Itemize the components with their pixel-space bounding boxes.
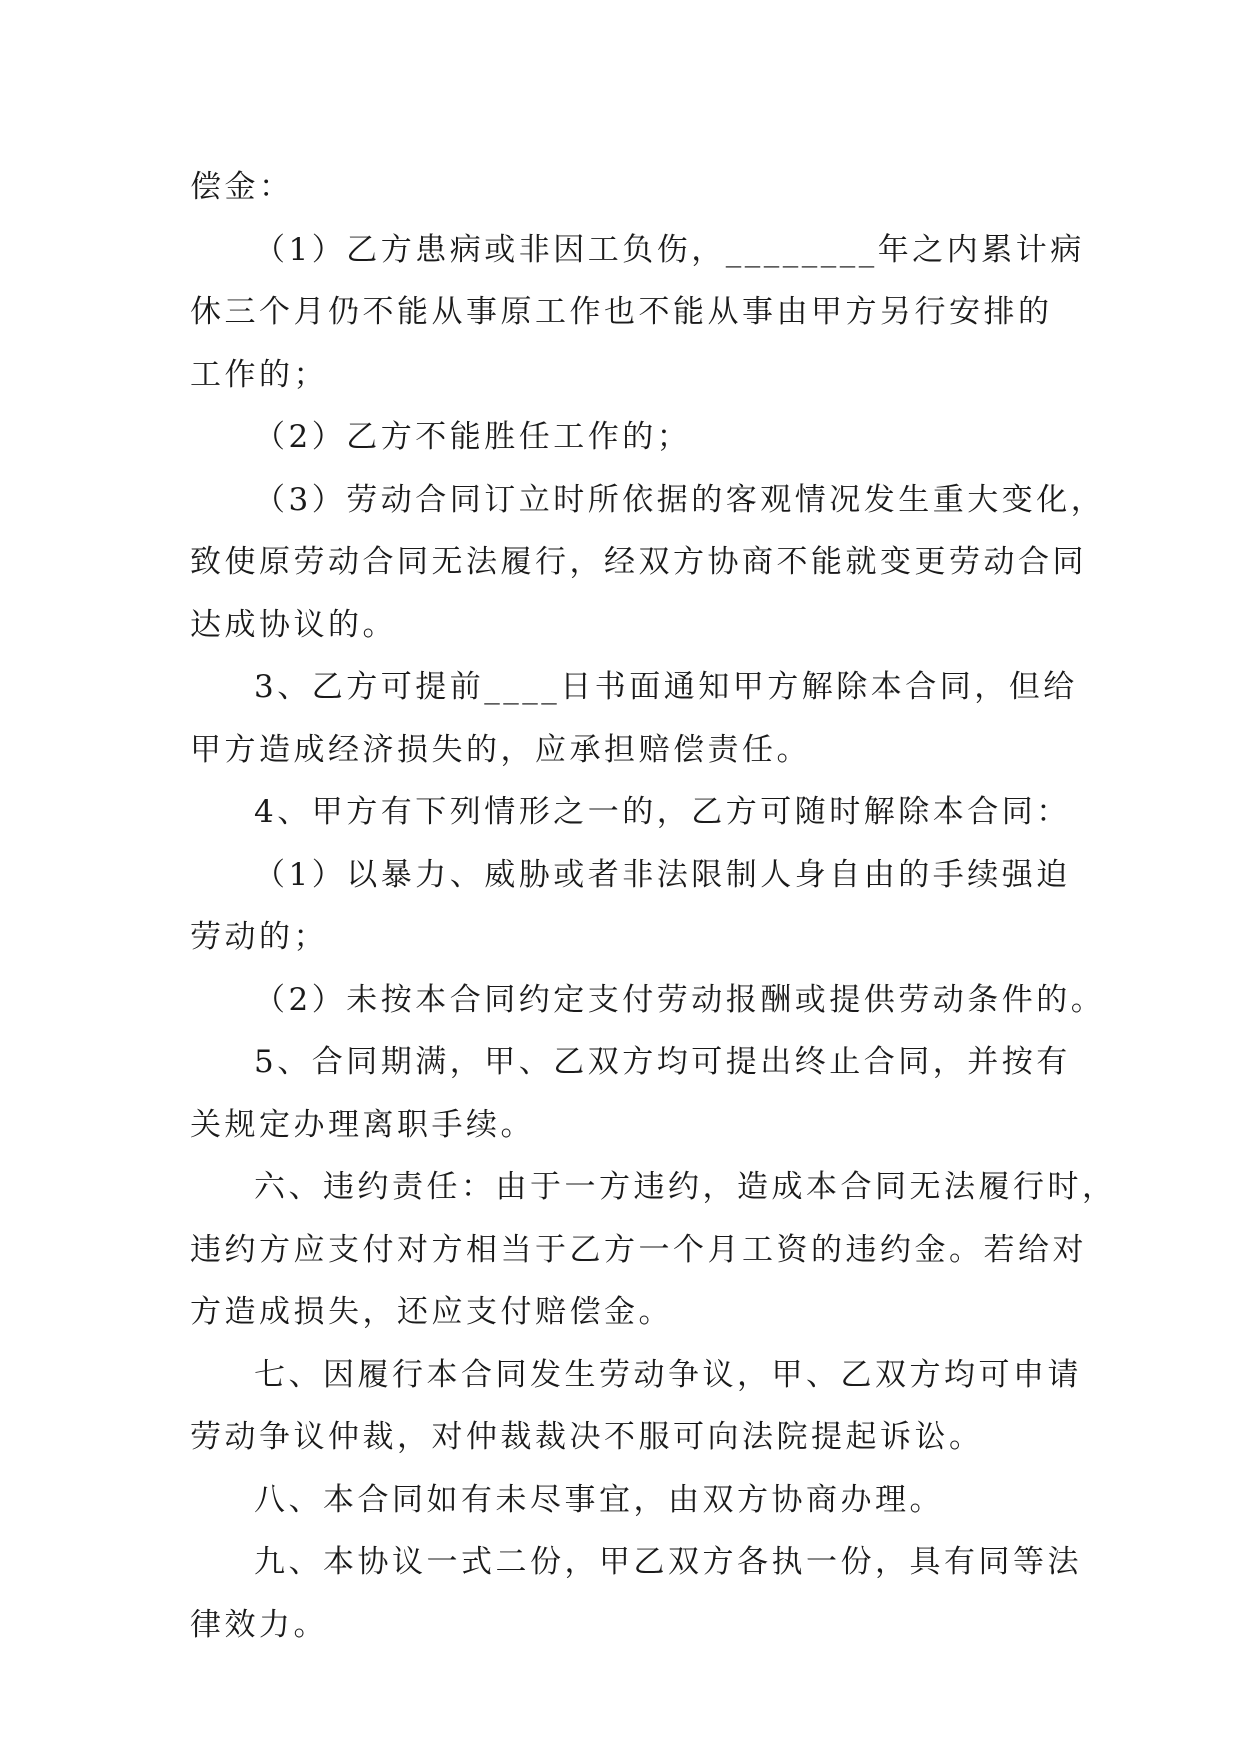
contract-body xyxy=(190,156,1117,1656)
text-line: 律效力。 xyxy=(190,1606,328,1643)
text-line: （3）劳动合同订立时所依据的客观情况发生重大变化， xyxy=(254,481,1106,518)
text-line: 八、本合同如有未尽事宜，由双方协商办理。 xyxy=(254,1481,944,1518)
text-line: 致使原劳动合同无法履行，经双方协商不能就变更劳动合同 xyxy=(190,544,1087,580)
text-line: 方造成损失，还应支付赔偿金。 xyxy=(190,1294,673,1330)
text-line: （1）乙方患病或非因工负伤，________年之内累计病 xyxy=(254,231,1085,268)
text-line: 5、合同期满，甲、乙双方均可提出终止合同，并按有 xyxy=(254,1044,1071,1080)
text-line: 休三个月仍不能从事原工作也不能从事由甲方另行安排的 xyxy=(190,294,1053,330)
text-line: 劳动争议仲裁，对仲裁裁决不服可向法院提起诉讼。 xyxy=(190,1419,984,1455)
text-line: （2）未按本合同约定支付劳动报酬或提供劳动条件的。 xyxy=(254,981,1106,1018)
text-line: 3、乙方可提前____日书面通知甲方解除本合同，但给 xyxy=(254,669,1078,705)
text-line: 偿金： xyxy=(190,169,294,205)
text-line: （1）以暴力、威胁或者非法限制人身自由的手续强迫 xyxy=(254,856,1071,893)
text-line: 甲方造成经济损失的，应承担赔偿责任。 xyxy=(190,731,811,768)
text-line: 违约方应支付对方相当于乙方一个月工资的违约金。若给对 xyxy=(190,1231,1087,1268)
text-line: 工作的； xyxy=(190,356,328,393)
text-line: （2）乙方不能胜任工作的； xyxy=(254,419,692,455)
text-line: 劳动的； xyxy=(190,919,328,955)
text-line: 4、甲方有下列情形之一的，乙方可随时解除本合同： xyxy=(254,794,1071,830)
text-line: 七、因履行本合同发生劳动争议，甲、乙双方均可申请 xyxy=(254,1356,1082,1393)
text-line: 九、本协议一式二份，甲乙双方各执一份，具有同等法 xyxy=(254,1544,1082,1580)
text-line: 达成协议的。 xyxy=(190,606,397,643)
text-line: 六、违约责任：由于一方违约，造成本合同无法履行时， xyxy=(254,1169,1117,1205)
text-line: 关规定办理离职手续。 xyxy=(190,1106,535,1143)
